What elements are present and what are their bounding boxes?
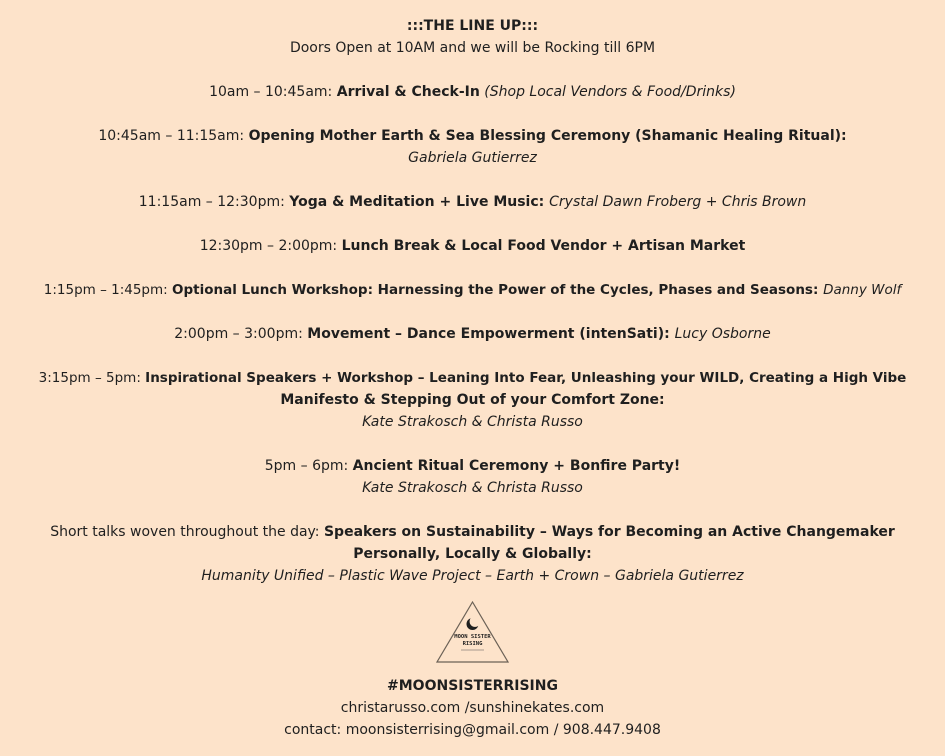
movement-presenter: Lucy Osborne <box>674 326 771 342</box>
blessing-presenter: Gabriela Gutierrez <box>408 150 537 166</box>
arrival-note: (Shop Local Vendors & Food/Drinks) <box>479 84 736 100</box>
websites <box>0 697 945 719</box>
lineup-heading: :::THE LINE UP::: <box>406 18 539 34</box>
hashtag: #MOONSISTERRISING <box>387 678 558 694</box>
blessing-title: Opening Mother Earth & Sea Blessing Ceremony (Shamanic Healing Ritual): <box>248 128 847 144</box>
schedule-speakers <box>0 367 945 389</box>
arrival-title: Arrival & Check-In <box>336 84 480 100</box>
talks-intro: Short talks woven throughout the day: <box>50 524 324 540</box>
ritual-title: Ancient Ritual Ceremony + Bonfire Party! <box>352 458 681 474</box>
logo-triangle <box>437 602 508 662</box>
lunch-title: Lunch Break & Local Food Vendor + Artisan Market <box>341 238 746 254</box>
movement-title: Movement – Dance Empowerment (intenSati): <box>307 326 675 342</box>
talks-title-line2: Personally, Locally & Globally: <box>353 546 592 562</box>
schedule-workshop <box>0 279 945 301</box>
movement-time: 2:00pm – 3:00pm: <box>174 326 308 342</box>
schedule-talks <box>0 521 945 543</box>
schedule-arrival <box>0 81 945 103</box>
contact-label: contact: <box>284 722 346 738</box>
moon-sister-rising-logo <box>435 600 510 664</box>
workshop-presenter: Danny Wolf <box>823 282 902 298</box>
speakers-time: 3:15pm – 5pm: <box>38 370 146 386</box>
site-link-sunshinekates[interactable]: sunshinekates.com <box>469 700 605 716</box>
talks-presenters: Humanity Unified – Plastic Wave Project – Earth + Crown – Gabriela Gutierrez <box>201 568 744 584</box>
site-link-christarusso[interactable]: christarusso.com <box>340 700 461 716</box>
contact-line <box>0 719 945 741</box>
schedule-movement <box>0 323 945 345</box>
schedule-yoga <box>0 191 945 213</box>
speakers-title-line2: Manifesto & Stepping Out of your Comfort Zone: <box>280 392 665 408</box>
speakers-title-line1: Inspirational Speakers + Workshop – Leaning Into Fear, Unleashing your WILD, Creating a High Vibe <box>145 370 907 386</box>
phone-link[interactable]: 908.447.9408 <box>562 722 661 738</box>
yoga-time: 11:15am – 12:30pm: <box>138 194 290 210</box>
logo-text-line1: MOON SISTER <box>454 634 491 640</box>
doors-open-text: Doors Open at 10AM and we will be Rocking till 6PM <box>289 40 656 56</box>
email-link[interactable]: moonsisterrising@gmail.com <box>345 722 550 738</box>
schedule-blessing <box>0 125 945 147</box>
schedule-ritual <box>0 455 945 477</box>
lunch-time: 12:30pm – 2:00pm: <box>199 238 342 254</box>
phone-separator: / <box>549 722 563 738</box>
arrival-time: 10am – 10:45am: <box>209 84 337 100</box>
speakers-presenter: Kate Strakosch & Christa Russo <box>362 414 583 430</box>
schedule-lunch <box>0 235 945 257</box>
talks-title-line1: Speakers on Sustainability – Ways for Becoming an Active Changemaker <box>323 524 895 540</box>
blessing-time: 10:45am – 11:15am: <box>98 128 249 144</box>
logo-text-line2: RISING <box>462 641 483 647</box>
workshop-time: 1:15pm – 1:45pm: <box>43 282 172 298</box>
site-separator: / <box>460 700 470 716</box>
ritual-time: 5pm – 6pm: <box>264 458 353 474</box>
yoga-title: Yoga & Meditation + Live Music: <box>289 194 550 210</box>
yoga-presenter: Crystal Dawn Froberg + Chris Brown <box>549 194 807 210</box>
crescent-moon-icon <box>467 616 481 630</box>
ritual-presenter: Kate Strakosch & Christa Russo <box>362 480 583 496</box>
workshop-title: Optional Lunch Workshop: Harnessing the Power of the Cycles, Phases and Seasons: <box>172 282 824 298</box>
